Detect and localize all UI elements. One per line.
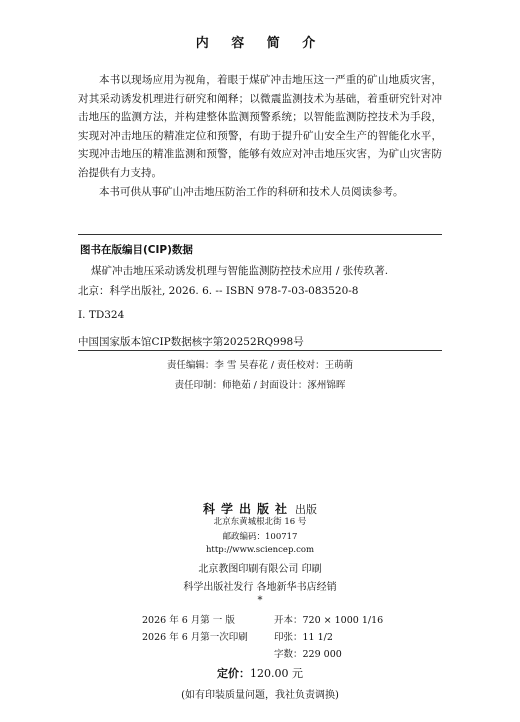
printer-line: 北京教图印刷有限公司 印刷: [198, 564, 322, 575]
price-label: 定价：: [217, 667, 250, 680]
cip-bottom-rule: [78, 350, 442, 351]
distribution-line: 科学出版社发行 各地新华书店经销: [183, 582, 337, 593]
publisher-website[interactable]: http://www.sciencep.com: [205, 545, 315, 555]
price-value: 120.00 元: [250, 667, 303, 680]
sheets-text: 印张：11 1/2: [274, 632, 333, 643]
summary-body: [78, 71, 442, 201]
summary-paragraph: 本书可供从事矿山冲击地压防治工作的科研和技术人员阅读参考。: [99, 185, 404, 198]
separator-star: *: [257, 595, 263, 606]
cip-heading: 图书在版编目(CIP)数据: [80, 244, 193, 256]
cip-classification: Ⅰ. TD324: [78, 309, 125, 321]
publisher-postcode: 邮政编码：100717: [222, 532, 298, 542]
summary-title: 内 容 简 介: [195, 36, 325, 51]
summary-paragraph: 本书以现场应用为视角，着眼于煤矿冲击地压这一严重的矿山地质灾害，对其采动诱发机理进行研究和阐释；以微震监测技术为基础，着重研究针对冲击地压的监测方法，并构建整体监测预警系统；以智能监测防控技术为手段，实现对冲击地压的精准定位和预警，有助于提升矿山安全生产的智能化水平，实现冲击地压的精准监测和预警，能够有效应对冲击地压灾害，为矿山灾害防治提供有力支持。: [78, 74, 442, 179]
spec-row-edition: [142, 612, 462, 626]
printing-text: 2026 年 6 月第一次印刷: [142, 632, 248, 643]
publisher-address: 北京东黄城根北街 16 号: [213, 517, 307, 527]
publisher-suffix: 出版: [295, 503, 317, 516]
cip-record-number: 中国国家版本馆CIP数据核字第20252RQ998号: [78, 336, 304, 348]
format-text: 开本：720 × 1000 1/16: [274, 615, 384, 626]
price-line: [0, 665, 520, 681]
publisher-logo-text: 科学出版社: [202, 502, 293, 516]
cip-top-rule: [78, 234, 442, 235]
cip-publisher-line: 北京：科学出版社, 2026. 6. -- ISBN 978-7-03-083520-8: [78, 285, 359, 297]
spec-row-printing: [142, 629, 462, 643]
credits-production: 责任印制：师艳茹 / 封面设计：涿州锦晖: [174, 380, 346, 391]
words-text: 字数：229 000: [274, 649, 342, 660]
quality-note: (如有印装质量问题，我社负责调换): [181, 690, 339, 701]
edition-text: 2026 年 6 月第 一 版: [142, 615, 235, 626]
cip-title-line: 煤矿冲击地压采动诱发机理与智能监测防控技术应用 / 张传玖著.: [91, 265, 389, 277]
credits-editors: 责任编辑：李 雪 吴春花 / 责任校对：王萌萌: [166, 360, 354, 371]
